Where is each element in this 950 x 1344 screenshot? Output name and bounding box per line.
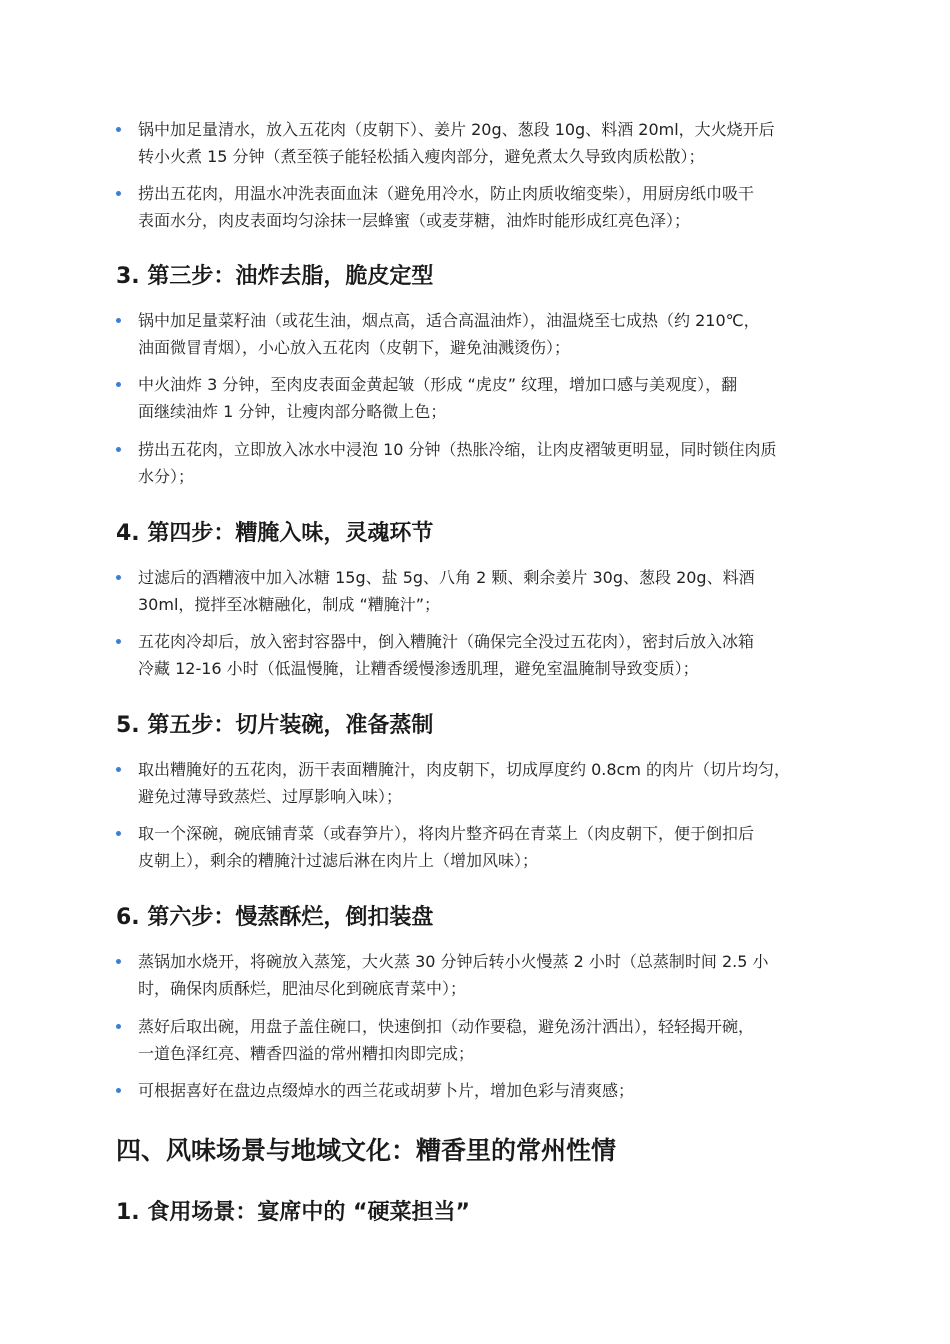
list-item-text: 捞出五花肉，用温水冲洗表面血沫（避免用冷水，防止肉质收缩变柴），用厨房纸巾吸干 表面水分，肉皮表面均匀涂抹一层蜂蜜（或麦芽糖，油炸时能形成红亮色泽）；	[138, 184, 755, 230]
list-item-text: 锅中加足量菜籽油（或花生油，烟点高，适合高温油炸），油温烧至七成热（约 210℃， 油面微冒青烟），小心放入五花肉（皮朝下，避免油溅烫伤）；	[138, 311, 760, 357]
list-item-text: 蒸锅加水烧开，将碗放入蒸笼，大火蒸 30 分钟后转小火慢蒸 2 小时（总蒸制时间 2.5 小 时，确保肉质酥烂，肥油尽化到碗底青菜中）；	[138, 952, 769, 998]
bullet-icon	[116, 831, 121, 836]
list-item-text: 五花肉冷却后，放入密封容器中，倒入糟腌汁（确保完全没过五花肉），密封后放入冰箱 冷藏 12-16 小时（低温慢腌，让糟香缓慢渗透肌理，避免室温腌制导致变质）；	[138, 632, 755, 678]
list-item-text: 可根据喜好在盘边点缀焯水的西兰花或胡萝卜片，增加色彩与清爽感；	[138, 1081, 635, 1100]
bullet-icon	[116, 191, 121, 196]
section-heading: 3. 第三步：油炸去脂，脆皮定型	[116, 264, 434, 289]
bullet-icon	[116, 1024, 121, 1029]
list-item-text: 锅中加足量清水，放入五花肉（皮朝下）、姜片 20g、葱段 10g、料酒 20ml，大火烧开后 转小火煮 15 分钟（煮至筷子能轻松插入瘦肉部分，避免煮太久导致肉质松散）；	[138, 120, 775, 166]
list-item-text: 过滤后的酒糟液中加入冰糖 15g、盐 5g、八角 2 颗、剩余姜片 30g、葱段 20g、料酒 30ml，搅拌至冰糖融化，制成 “糟腌汁”；	[138, 568, 755, 614]
bullet-icon	[116, 767, 121, 772]
section-heading: 5. 第五步：切片装碗，准备蒸制	[116, 713, 434, 738]
list-item-text: 取一个深碗，碗底铺青菜（或春笋片），将肉片整齐码在青菜上（肉皮朝下，便于倒扣后 皮朝上），剩余的糟腌汁过滤后淋在肉片上（增加风味）；	[138, 824, 755, 870]
section-heading: 6. 第六步：慢蒸酥烂，倒扣装盘	[116, 905, 434, 930]
bullet-icon	[116, 639, 121, 644]
subsection-heading: 1. 食用场景：宴席中的 “硬菜担当”	[116, 1200, 470, 1225]
bullet-icon	[116, 382, 121, 387]
bullet-icon	[116, 318, 121, 323]
list-item-text: 取出糟腌好的五花肉，沥干表面糟腌汁，肉皮朝下，切成厚度约 0.8cm 的肉片（切片均匀， 避免过薄导致蒸烂、过厚影响入味）；	[138, 760, 791, 806]
chapter-heading: 四、风味场景与地域文化：糟香里的常州性情	[116, 1136, 617, 1165]
bullet-icon	[116, 1088, 121, 1093]
list-item-text: 捞出五花肉，立即放入冰水中浸泡 10 分钟（热胀冷缩，让肉皮褶皱更明显，同时锁住肉质 水分）；	[138, 440, 777, 486]
bullet-icon	[116, 127, 121, 132]
bullet-icon	[116, 575, 121, 580]
list-item-text: 蒸好后取出碗，用盘子盖住碗口，快速倒扣（动作要稳，避免汤汁洒出），轻轻揭开碗， 一道色泽红亮、糟香四溢的常州糟扣肉即完成；	[138, 1017, 755, 1063]
section-heading: 4. 第四步：糟腌入味，灵魂环节	[116, 521, 434, 546]
list-item-text: 中火油炸 3 分钟，至肉皮表面金黄起皱（形成 “虎皮” 纹理，增加口感与美观度），翻 面继续油炸 1 分钟，让瘦肉部分略微上色；	[138, 375, 738, 421]
bullet-icon	[116, 447, 121, 452]
bullet-icon	[116, 959, 121, 964]
